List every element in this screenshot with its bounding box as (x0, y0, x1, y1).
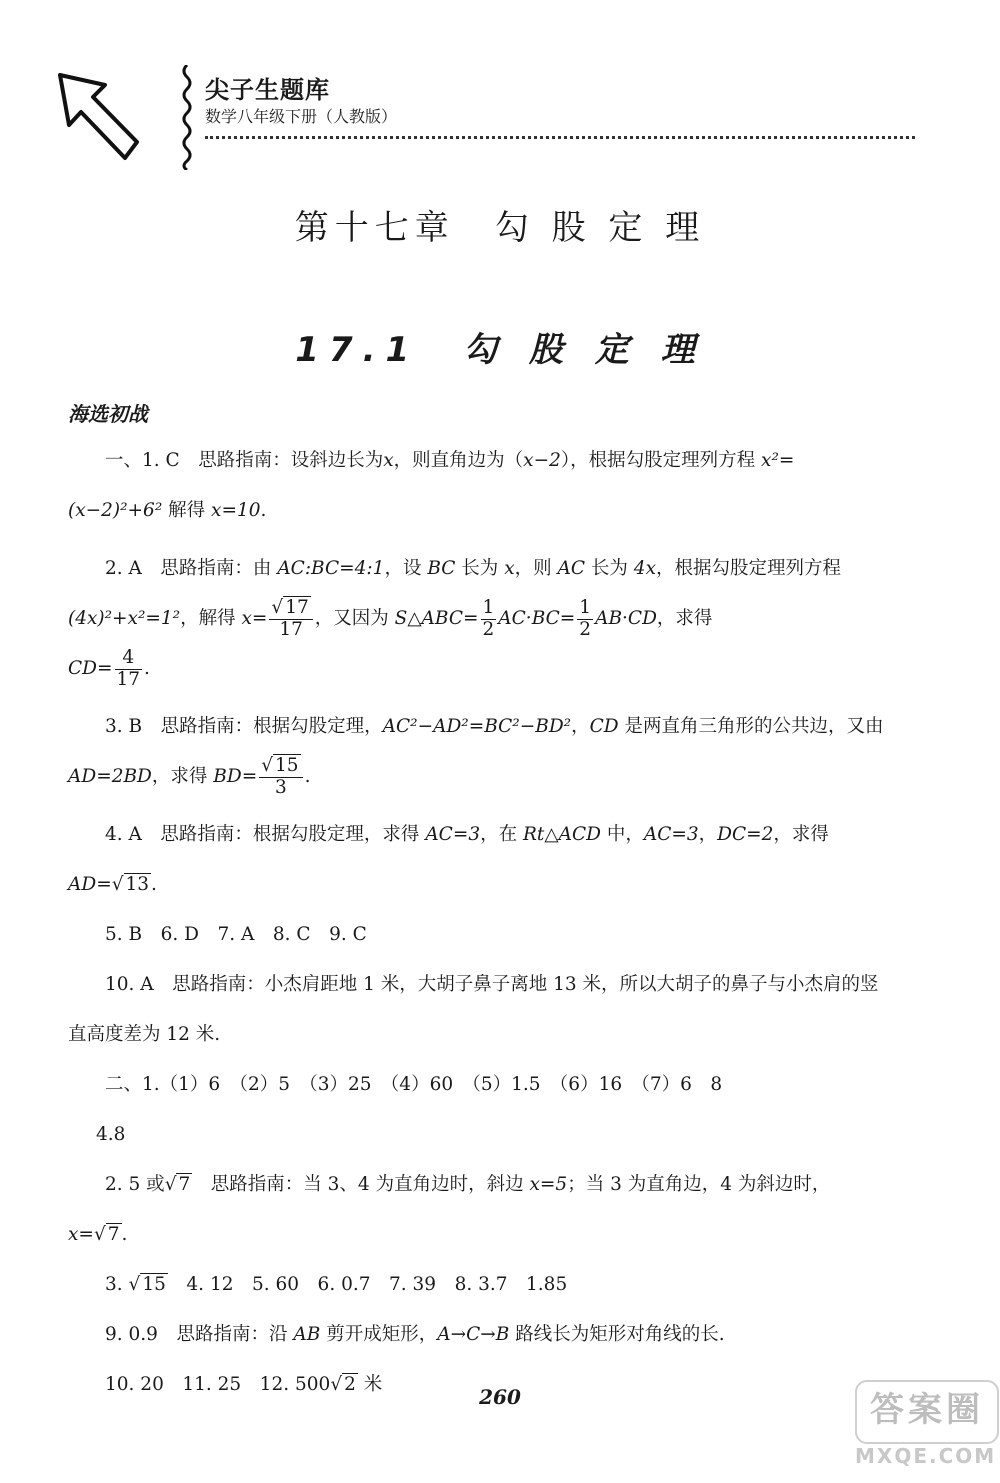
fraction: $\frac{4}{17}$ (116, 647, 141, 690)
series-title: 尖子生题库 (205, 76, 330, 104)
book-subtitle: 数学八年级下册（人教版） (205, 107, 398, 126)
fraction: $\frac{1}{2}$ (482, 597, 495, 640)
watermark (855, 1380, 995, 1480)
section-title: 17.1 勾 股 定 理 (295, 330, 705, 370)
answer-list (68, 436, 888, 1410)
answer-4: 4. A 思路指南：根据勾股定理，求得 AC=3，在 Rt△ACD 中，AC=3，DC=2，求得 AD=√ 13 . (68, 824, 829, 895)
watermark-site: MXQE.COM (855, 1444, 997, 1468)
watermark-logo: 答案圈 (855, 1380, 999, 1444)
part2-answer-1-cont: 4.8 (96, 1124, 126, 1145)
page-header (55, 60, 875, 170)
answer-2: 2. A 思路指南：由 AC:BC=4:1，设 BC 长为 x，则 AC 长为 4x，根据勾股定理列方程 (4x)²+x²=1²，解得 x= $\frac{√ 17}{17}$ ，又因为 S△ABC= $\frac{1}{2}$ AC·BC= $\frac{1}{2}$ AB·CD，求得 CD= $\frac{4}{17}$ . (68, 558, 842, 690)
wavy-divider-icon (180, 65, 194, 170)
subheading: 海选初战 (68, 402, 148, 426)
page-number: 260 (479, 1385, 521, 1409)
fraction: $\frac{√ 15}{3}$ (259, 756, 302, 798)
chapter-title: 第十七章 勾 股 定 理 (294, 208, 706, 248)
fraction: $\frac{1}{2}$ (579, 597, 592, 640)
answer-3: 3. B 思路指南：根据勾股定理，AC²−AD²=BC²−BD²，CD 是两直角三角形的公共边，又由 AD=2BD，求得 BD= $\frac{√ 15}{3}$ . (68, 716, 884, 798)
answer-1: 一、1. C 思路指南：设斜边长为x，则直角边为（x−2），根据勾股定理列方程 x²=(x−2)²+6² 解得 x=10. (68, 450, 795, 521)
part2-answer-2: 2. 5 或√ 7 思路指南：当 3、4 为直角边时，斜边 x=5；当 3 为直角边，4 为斜边时，x=√ 7 . (68, 1174, 831, 1245)
answer-10: 10. A 思路指南：小杰肩距地 1 米，大胡子鼻子离地 13 米，所以大胡子的鼻子与小杰肩的竖直高度差为 12 米. (68, 974, 879, 1045)
part2-answer-9: 9. 0.9 思路指南：沿 AB 剪开成矩形，A→C→B 路线长为矩形对角线的长. (105, 1324, 725, 1345)
header-dotted-rule (205, 136, 915, 139)
part2-answers-3-to-8: 3. √ 15 4. 12 5. 60 6. 0.7 7. 39 8. 3.7 1.85 (105, 1274, 568, 1295)
answers-5-to-9: 5. B 6. D 7. A 8. C 9. C (105, 924, 367, 945)
arrow-logo-icon (55, 70, 140, 170)
part2-answers-10-to-12: 10. 20 11. 25 12. 500√ 2 米 (105, 1374, 383, 1395)
part2-answer-1: 二、1.（1）6 （2）5 （3）25 （4）60 （5）1.5 （6）16 （7）6 8 (105, 1074, 723, 1095)
fraction: $\frac{√ 17}{17}$ (269, 598, 312, 640)
